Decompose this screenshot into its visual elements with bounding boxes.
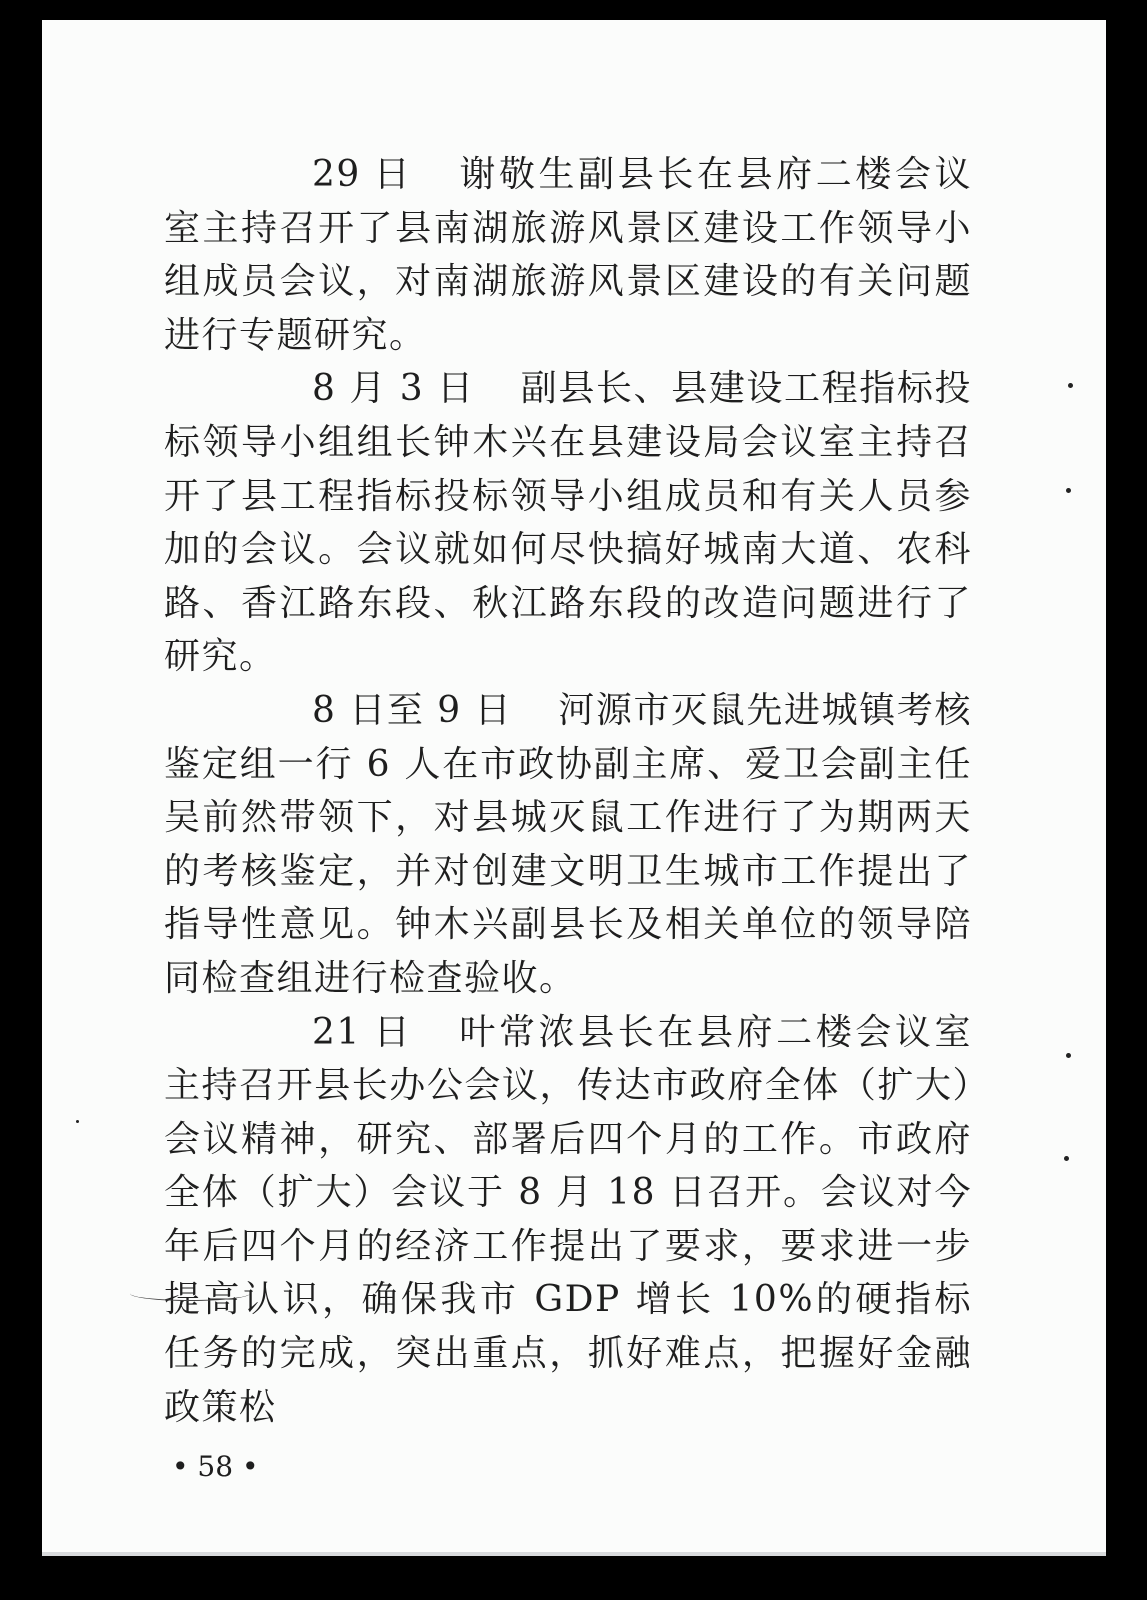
chronicle-entry [164, 684, 972, 1006]
entry-date: 21 日 [312, 1011, 412, 1053]
entry-text: 谢敬生副县长在县府二楼会议室主持召开了县南湖旅游风景区建设工作领导小组成员会议，对南湖旅游风景区建设的有关问题进行专题研究。 [164, 154, 972, 356]
page-number: • 58 • [172, 1450, 259, 1483]
scan-speck [1066, 1053, 1071, 1058]
pen-scratch [130, 1286, 250, 1301]
page-edge [42, 1552, 1106, 1556]
chronicle-entry [164, 148, 972, 362]
scan-speck [76, 1120, 79, 1123]
entry-date: 29 日 [312, 154, 412, 195]
entry-text: 河源市灭鼠先进城镇考核鉴定组一行 6 人在市政协副主席、爱卫会副主任吴前然带领下，对县城灭鼠工作进行了为期两天的考核鉴定，并对创建文明卫生城市工作提出了指导性意见。钟木兴副县长及相关单位的领导陪同检查组进行检查验收。 [164, 689, 972, 999]
entry-text: 叶常浓县长在县府二楼会议室主持召开县长办公会议，传达市政府全体（扩大）会议精神，研究、部署后四个月的工作。市政府全体（扩大）会议于 8 月 18 日召开。会议对今年后四个月的经济工作提出了要求，要求进一步提高认识，确保我市 GDP 增长 10%的硬指标任务的完成，突出重点，抓好难点，把握好金融政策松 [164, 1011, 972, 1428]
chronicle-entry [164, 362, 972, 684]
document-page [42, 20, 1106, 1556]
entry-date: 8 月 3 日 [312, 368, 475, 410]
scan-speck [1068, 383, 1073, 388]
scan-speck [1064, 1156, 1069, 1161]
chronicle-entry [164, 1006, 972, 1435]
scan-speck [1066, 488, 1071, 493]
entry-text: 副县长、县建设工程指标投标领导小组组长钟木兴在县建设局会议室主持召开了县工程指标投标领导小组成员和有关人员参加的会议。会议就如何尽快搞好城南大道、农科路、香江路东段、秋江路东段的改造问题进行了研究。 [164, 368, 972, 678]
body-text [164, 148, 972, 1434]
entry-date: 8 日至 9 日 [312, 689, 513, 731]
